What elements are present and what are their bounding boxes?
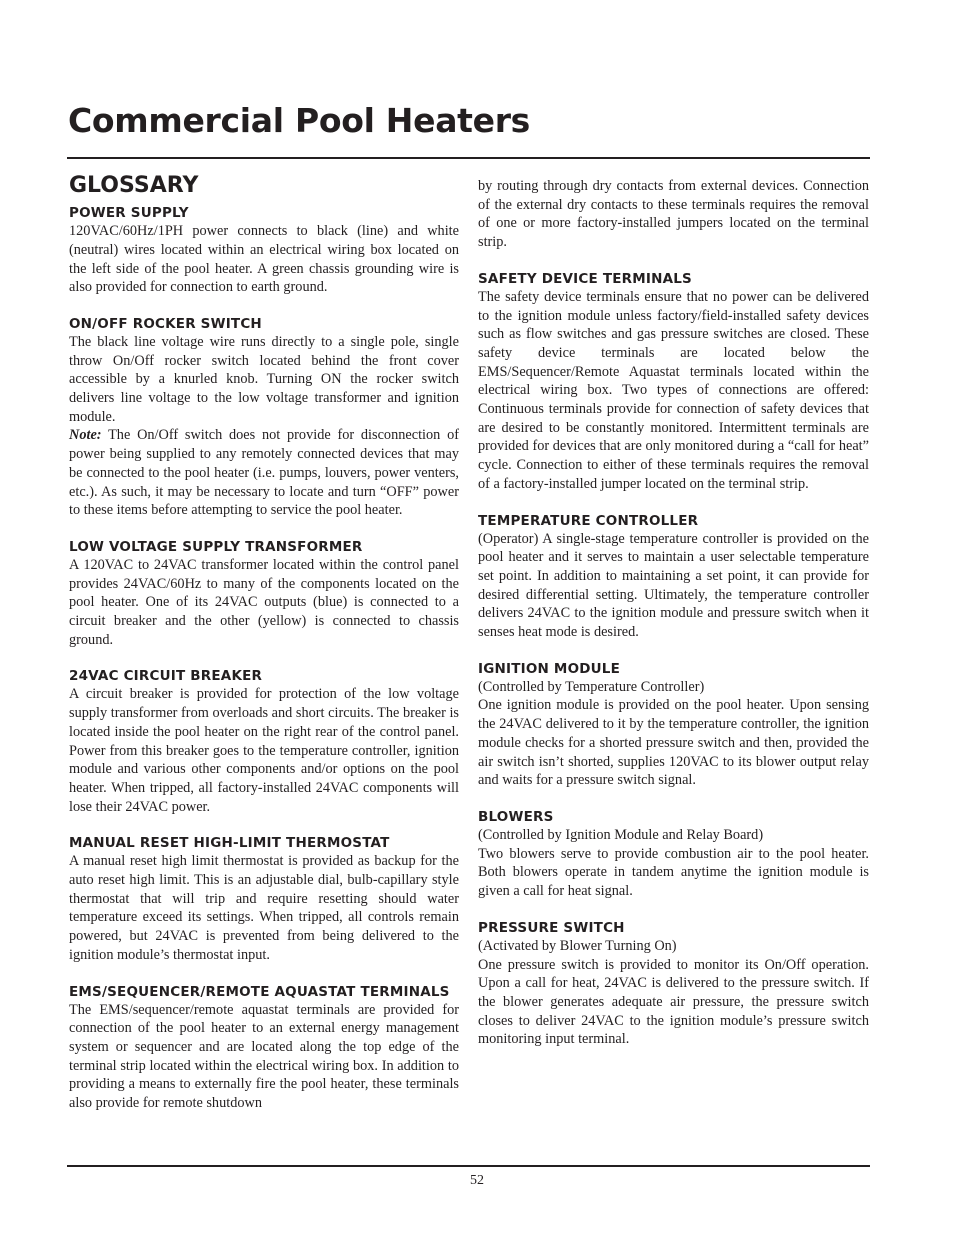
entry-heading: TEMPERATURE CONTROLLER xyxy=(478,512,699,529)
page-title: Commercial Pool Heaters xyxy=(68,101,531,140)
entry-body: One ignition module is provided on the pool heater. Upon sensing the 24VAC delivered to it by the temperature controller, the ignition module checks for a shorted pressure switch and then, provided the air switch isn’t shorted, supplies 120VAC to its blower output relay and waits for a pressure switch signal. xyxy=(478,697,869,789)
entry-heading: POWER SUPPLY xyxy=(69,205,189,222)
entry-body: A manual reset high limit thermostat is provided as backup for the auto reset high limit. This is an adjustable dial, bulb-capillary style thermostat that will trip and require resetting should water temperature exceed its settings. When tripped, all controls remain powered, but 24VAC is prevented from being delivered to the ignition module’s thermostat input. xyxy=(69,853,459,963)
entry-blowers xyxy=(478,808,869,901)
entry-circuit-breaker xyxy=(69,667,459,816)
entry-subtitle: (Activated by Blower Turning On) xyxy=(478,937,677,954)
entry-heading: ON/OFF ROCKER SWITCH xyxy=(69,315,262,332)
left-column xyxy=(69,174,459,1131)
entry-power-supply xyxy=(69,204,459,297)
entry-heading: PRESSURE SWITCH xyxy=(478,919,625,936)
entry-body: A 120VAC to 24VAC transformer located within the control panel provides 24VAC/60Hz to many of the components located on the pool heater. One of its 24VAC outputs (blue) is connected to a circuit breaker and the other (yellow) is connected to chassis ground. xyxy=(69,556,459,648)
entry-body: The safety device terminals ensure that no power can be delivered to the ignition module unless factory/field-installed safety devices such as flow switches and gas pressure switches are closed. These safety device terminals are located below the EMS/Sequencer/Remote Aquastat terminals located within the electrical wiring box. Two types of connections are offered: Continuous terminals provide for connection of safety devices that are desired to be constantly monitored. Intermittent terminals are provided for devices that are only monitored during a “call for heat” cycle. Connection to either of these terminals requires the removal of a factory-installed jumper located on the terminal strip. xyxy=(478,288,869,492)
entry-ems-continuation xyxy=(478,177,869,252)
entry-heading: BLOWERS xyxy=(478,808,554,825)
entry-heading: SAFETY DEVICE TERMINALS xyxy=(478,270,692,287)
entry-ems-terminals xyxy=(69,983,459,1113)
entry-pressure-switch xyxy=(478,919,869,1049)
footer-rule xyxy=(67,1165,870,1167)
note-label: Note: xyxy=(69,427,102,444)
entry-body: 120VAC/60Hz/1PH power connects to black (line) and white (neutral) wires located within an electrical wiring box located on the left side of the pool heater. A green chassis grounding wire is also provided for connection to earth ground. xyxy=(69,223,459,296)
entry-heading: EMS/SEQUENCER/REMOTE AQUASTAT TERMINALS xyxy=(69,983,450,1000)
entry-safety-terminals xyxy=(478,270,869,494)
page-number: 52 xyxy=(470,1173,484,1188)
entry-rocker-switch xyxy=(69,315,459,520)
right-column xyxy=(478,177,869,1067)
note-paragraph xyxy=(69,426,459,520)
header-rule xyxy=(67,157,870,159)
entry-body: (Operator) A single-stage temperature controller is provided on the pool heater and it serves to maintain a user selectable temperature set point. In addition to maintaining a set point, it can provide for desired differential setting. Ultimately, the temperature controller delivers 24VAC to the ignition module and pressure switch when it senses heat mode is desired. xyxy=(478,530,869,641)
entry-body: Two blowers serve to provide combustion air to the pool heater. Both blowers operate in tandem anytime the ignition module is given a call for heat signal. xyxy=(478,845,869,900)
entry-subtitle: (Controlled by Ignition Module and Relay Board) xyxy=(478,826,764,843)
entry-transformer xyxy=(69,538,459,650)
entry-heading: 24VAC CIRCUIT BREAKER xyxy=(69,668,263,685)
entry-body: The EMS/sequencer/remote aquastat terminals are provided for connection of the pool heater to an external energy management system or sequencer and are located along the top edge of the terminal strip located within the electrical wiring box. In addition to providing a means to externally fire the pool heater, these terminals also provide for remote shutdown xyxy=(69,1001,459,1112)
entry-body: One pressure switch is provided to monitor its On/Off operation. Upon a call for heat, 24VAC is delivered to the pressure switch. If the blower generates adequate air pressure, the pressure switch closes to deliver 24VAC to the ignition module’s pressure switch monitoring input terminal. xyxy=(478,956,869,1048)
entry-ignition-module xyxy=(478,660,869,790)
entry-body: by routing through dry contacts from external devices. Connection of the external dry contacts to these terminals requires the removal of one or more factory-installed jumpers located on the terminal strip. xyxy=(478,178,869,251)
entry-temperature-controller xyxy=(478,512,869,642)
entry-heading: LOW VOLTAGE SUPPLY TRANSFORMER xyxy=(69,538,363,555)
note-text: The On/Off switch does not provide for disconnection of power being supplied to any remotely connected devices that may be connected to the pool heater (i.e. pumps, louvers, power venters, etc.). As such, it may be necessary to locate and turn “OFF” power to these items before attempting to service the pool heater. xyxy=(69,427,459,519)
entry-subtitle: (Controlled by Temperature Controller) xyxy=(478,678,705,695)
entry-heading: IGNITION MODULE xyxy=(478,660,621,677)
entry-body: The black line voltage wire runs directly to a single pole, single throw On/Off rocker switch located behind the front cover accessible by a knurled knob. Turning ON the rocker switch delivers line voltage to the low voltage transformer and ignition module. xyxy=(69,333,459,425)
entry-body: A circuit breaker is provided for protection of the low voltage supply transformer from overloads and short circuits. The breaker is located inside the pool heater on the right rear of the control panel. Power from this breaker goes to the temperature controller, ignition module and various other components and/or options on the pool heater. When tripped, all factory-installed 24VAC components will lose their 24VAC power. xyxy=(69,686,459,815)
entry-high-limit xyxy=(69,834,459,964)
entry-heading: MANUAL RESET HIGH-LIMIT THERMOSTAT xyxy=(69,835,390,852)
glossary-heading: GLOSSARY xyxy=(69,173,199,198)
